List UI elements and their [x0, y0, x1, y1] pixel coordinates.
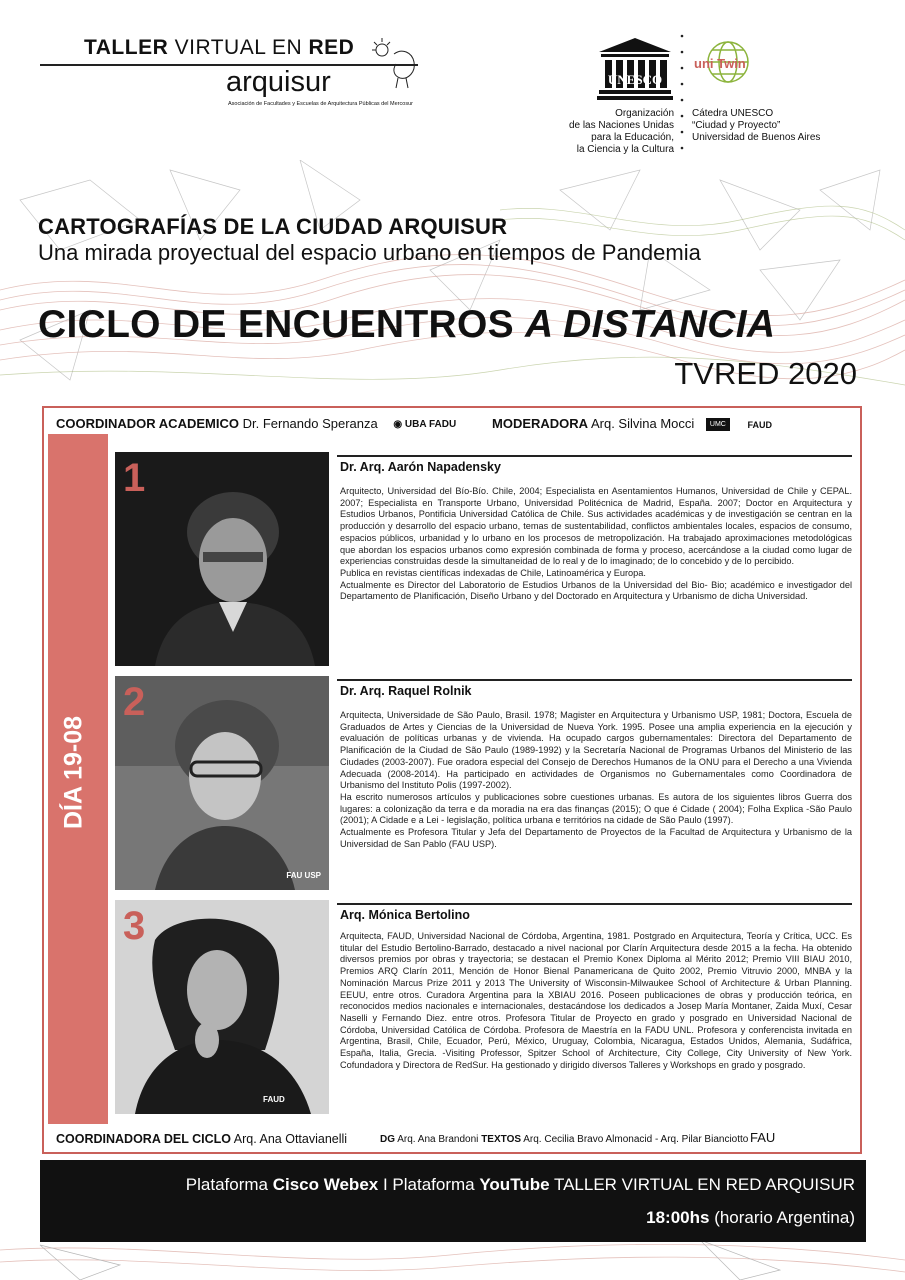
portrait-1-icon [115, 452, 329, 666]
catedra-line: “Ciudad y Proyecto” [692, 120, 781, 131]
unesco-line: de las Naciones Unidas [568, 120, 674, 131]
catedra-unesco-text [692, 108, 820, 144]
portrait-2-icon [115, 676, 329, 890]
edition-label: TVRED 2020 [674, 356, 857, 391]
speaker-1-photo [115, 452, 329, 666]
platform-webex: Cisco Webex [272, 1175, 379, 1194]
arquisur-arqui: arqui [226, 66, 291, 98]
speaker-3-photo-tag: FAUD [263, 1095, 285, 1104]
platform-c: I Plataforma [378, 1175, 480, 1194]
speaker-1-name: Dr. Arq. Aarón Napadensky [340, 460, 501, 474]
speaker-2-bio-p1: Arquitecta, Universidade de São Paulo, Brasil. 1978; Magister en Arquitectura y Urbanismo USP, 1981; Doctora, Escuela de Graduados de Artes y Ciencias de la Universidad de Nueva York. 1995. Posee una amplia experiencia en la ejecución y evaluación de políticas urbanas y de vivienda. Ha ocupado cargos gubernamentales: Directora del Departamento de Planificación de la Ciudad de São Paulo (1989-1992) y la Secretaría Nacional de Programas Urbanos del Ministerio de las Ciudades (2003-2007). Fue oradora especial del Consejo de Derechos Humanos de la ONU para el Derecho a una Vivienda Adecuada (2008-2014). Ha participado en actividades de Organismos no Gubernamentales como Coordinadora de Urbanismo del Instituto Polis (1997-2002). [340, 710, 852, 791]
platform-a: Plataforma [185, 1175, 273, 1194]
dotted-divider [680, 32, 684, 162]
event-title: CARTOGRAFÍAS DE LA CIUDAD ARQUISUR [38, 214, 508, 239]
speaker-2-bio-p2: Ha escrito numerosos artículos y publicaciones sobre cuestiones urbanas. Es autora de los siguientes libros Guerra dos lugares: a colonização da terra e da moradia na era das finanças (2015); O que é Cidade ( 2004); Folha Explica -São Paulo (2001); A Cidade e a Lei - legislação, política urbana e territórios na cidade de São Paulo (1997). [340, 791, 852, 826]
speaker-3-photo [115, 900, 329, 1114]
umc-logo: UMC [706, 418, 730, 431]
moderator [492, 416, 772, 431]
unesco-line: Organización [615, 108, 674, 119]
speaker-2-bio [340, 710, 852, 850]
arquisur-association: Asociación de Facultades y Escuelas de Arquitectura Públicas del Mercosur [228, 101, 413, 107]
arquisur-doodle-icon [368, 34, 424, 90]
moderator-label: MODERADORA [492, 416, 589, 431]
cycle-coordinator-name: Arq. Ana Ottavianelli [233, 1132, 348, 1146]
coordinator-label: COORDINADOR ACADEMICO [56, 416, 239, 431]
cycle-title-a: CICLO DE ENCUENTROS [38, 303, 526, 346]
unesco-line: la Ciencia y la Cultura [576, 144, 674, 155]
speaker-2-rule [337, 679, 852, 681]
platform-band [40, 1160, 866, 1242]
unesco-line: para la Educación, [591, 132, 674, 143]
event-subtitle: Una mirada proyectual del espacio urbano en tiempos de Pandemia [38, 240, 701, 265]
credits [380, 1134, 748, 1145]
dg-name: Arq. Ana Brandoni [397, 1134, 479, 1145]
speaker-1-bio-p3: Actualmente es Director del Laboratorio de Estudios Urbanos de la Universidad del Bio- Bio; académico e investigador del Departamento de Planificación, Diseño Urbano y del Doctorado en Arquitectura y Urbanismo de dicha Universidad. [340, 579, 852, 602]
speaker-3-bio-p1: Arquitecta, FAUD, Universidad Nacional de Córdoba, Argentina, 1981. Postgrado en Arquitectura, Teoría y Crítica, UCC. Es titular del Estudio Bertolino-Barrado, destacado a nivel nacional por Clarín Arquitectura desde 2015 a la fecha. Ha obtenido diversos premios por obras y trayectoria; se destacan el Premio Konex Diploma al Mérito 2012; Premio VIII BIAU 2010, Premios ARQ Clarín 2011, Mención de Honor Bienal Panamericana de Quito 2002, Premio Vitruvio 2000, MNBA y la Nominación Marcus Prize 2011 y 2013 The University of Wisconsin-Milwaukee School of Architecture & Urban Planning. EEUU, entre otros. Curadora Argentina para la XBIAU 2016. Poseen publicaciones de obras y producción teórica, en reconocidos medios nacionales e internacionales, destacándose los dedicados a Josep María Montaner, Zaida Muxí, Cesar Naselli y Fernando Diez. entre otros. Profesora Titular de Proyecto en grado y posgrado en Universidad Nacional de Córdoba, Universidad Católica de Córdoba. Profesora de Maestría en la FADU UNL. Profesora y conferencista invitada en Argentina, Brasil, Chile, Ecuador, Perú, México, Uruguay, Colombia, Nicaragua, Estados Unidos, Alemania, Sudáfrica, España, Italia, Grecia. -Visiting Professor, Spitzer School of Architecture, City College, City University of New York. Cofundadora y Directora de RedSur. Ha gestionado y dirigido diversos Talleres y Workshops en grado y posgrado. [340, 931, 852, 1070]
speaker-1-number: 1 [123, 456, 146, 500]
textos-name: Arq. Cecilia Bravo Almonacid - Arq. Pilar Bianciotto [523, 1134, 749, 1145]
platform-info [186, 1175, 855, 1195]
time-bold: 18:00hs [646, 1208, 710, 1227]
unesco-temple-icon [597, 36, 673, 102]
arquisur-sur: sur [290, 66, 331, 98]
unesco-logo-text: UNESCO [607, 72, 663, 87]
bottom-line-art [0, 1240, 905, 1280]
dg-label: DG [380, 1134, 395, 1145]
taller-red: RED [308, 36, 355, 59]
catedra-line: Universidad de Buenos Aires [692, 132, 821, 143]
textos-label: TEXTOS [481, 1134, 522, 1145]
uba-fadu-logo-text: UBA FADU [404, 419, 457, 431]
unitwin-globe-icon [692, 36, 762, 96]
portrait-3-icon [115, 900, 329, 1114]
speaker-3-bio [340, 931, 852, 1071]
platform-e: TALLER VIRTUAL EN RED ARQUISUR [549, 1175, 855, 1194]
unesco-organization-text [556, 108, 674, 156]
unitwin-logo-text: uni Twin [694, 56, 746, 71]
taller-mid: VIRTUAL EN [168, 36, 309, 59]
cycle-title [38, 303, 775, 347]
day-label: DÍA 19-08 [59, 716, 88, 830]
speaker-1-bio [340, 486, 852, 603]
moderator-name: Arq. Silvina Mocci [590, 416, 695, 431]
uba-fadu-logo: ◉ UBA FADU [393, 419, 457, 431]
fau-logo: FAU [750, 1130, 776, 1145]
speaker-1-bio-p1: Arquitecto, Universidad del Bío-Bío. Chile, 2004; Especialista en Asentamientos Humanos, Universidad de Chile y CEPAL. 2007; Especialista en Transporte Urbano, Universidad Politécnica de Madrid, España. 2007; Doctor en Arquitectura y Estudios Urbanos, Pontificia Universidad Católica de Chile. Sus actividades académicas y de investigación se centran en la producción y desarrollo del espacio urbano, temas de sustentabilidad, conflictos ambientales locales, espacios de consumo, espacios públicos, urbanidad y lo urbano en los procesos de metropolización. Ha trabajado aproximaciones metodológicas que abordan los espacios urbanos como expresión combinada de forma y proceso, acercándose a la ciudad como lugar de experiencias construidas desde la simultaneidad de lo real y de lo imaginado; de lo concebido y de lo percibido. [340, 486, 852, 567]
speaker-2-bio-p3: Actualmente es Profesora Titular y Jefa del Departamento de Proyectos de la Facultad de Arquitectura y Urbanismo de la Universidad de San Pablo (FAU USP). [340, 827, 852, 849]
arquisur-logo-text [226, 66, 331, 99]
speaker-3-name: Arq. Mónica Bertolino [340, 908, 470, 922]
speaker-3-number: 3 [123, 904, 146, 948]
event-time [646, 1208, 855, 1228]
catedra-line: Cátedra UNESCO [692, 108, 774, 119]
speaker-2-photo-tag: FAU USP [286, 871, 321, 880]
academic-coordinator [56, 416, 456, 431]
time-rest: (horario Argentina) [709, 1208, 855, 1227]
cycle-coordinator-label: COORDINADORA DEL CICLO [56, 1132, 231, 1146]
speaker-2-photo [115, 676, 329, 890]
platform-youtube: YouTube [479, 1175, 550, 1194]
cycle-title-b: A DISTANCIA [525, 303, 776, 346]
taller-bold: TALLER [84, 36, 169, 59]
speaker-1-bio-p2: Publica en revistas científicas indexadas de Chile, Latinoamérica y Europa. [340, 567, 646, 578]
faud-logo: FAUD [747, 419, 772, 430]
speaker-3-rule [337, 903, 852, 905]
coordinator-name: Dr. Fernando Speranza [242, 416, 378, 431]
speaker-2-number: 2 [123, 680, 146, 724]
speaker-2-name: Dr. Arq. Raquel Rolnik [340, 684, 472, 698]
taller-virtual-title [84, 36, 354, 60]
cycle-coordinator [56, 1132, 347, 1146]
speaker-1-rule [337, 455, 852, 457]
